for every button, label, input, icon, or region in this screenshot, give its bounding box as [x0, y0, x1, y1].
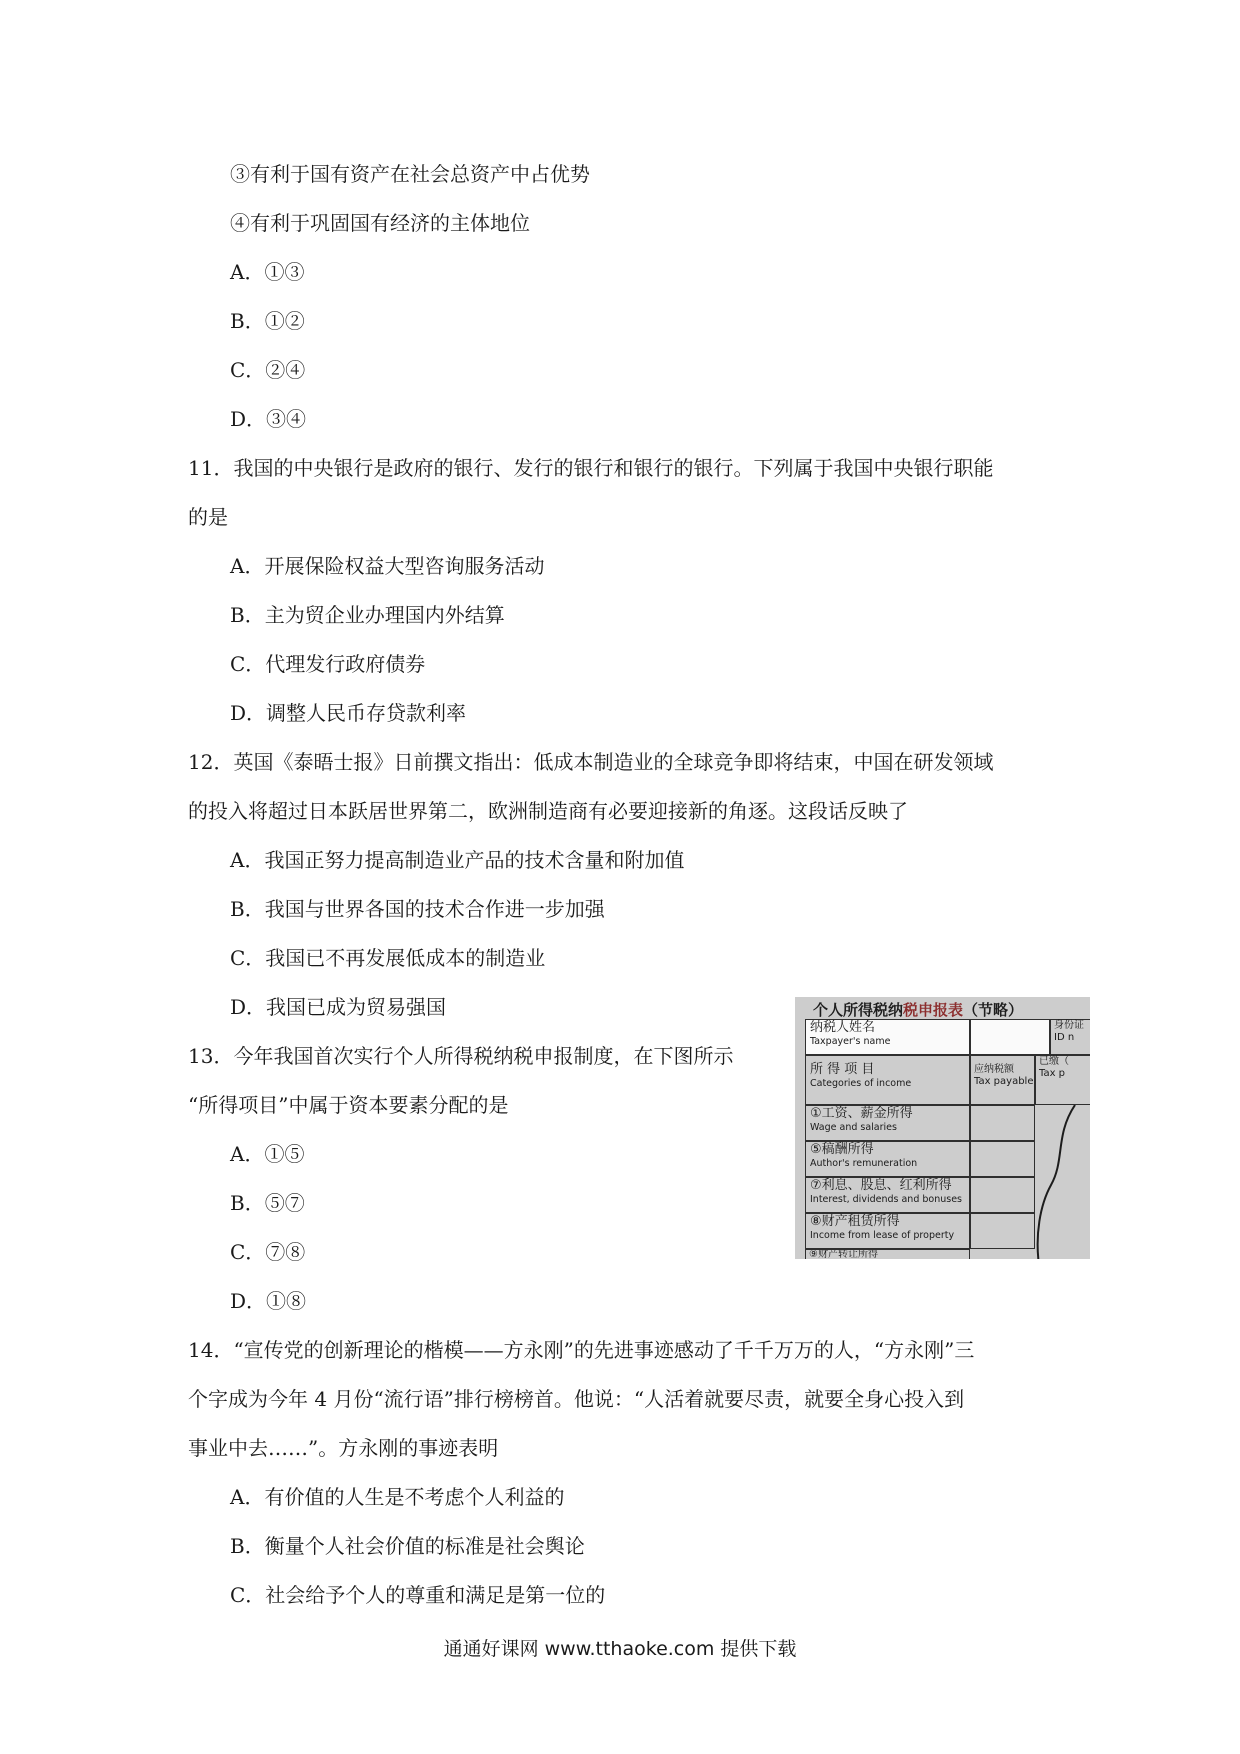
q10-option-b: B．①②	[230, 309, 305, 333]
page-footer: 通通好课网 www.tthaoke.com 提供下载	[443, 1638, 797, 1660]
q10-option-d: D．③④	[230, 407, 307, 431]
q13-option-b: B．⑤⑦	[230, 1191, 305, 1215]
income-row-7-tax	[970, 1177, 1035, 1213]
q12-option-a: A．我国正努力提高制造业产品的技术含量和附加值	[230, 848, 685, 872]
figure-title: 个人所得税纳税申报表（节略）	[813, 1001, 1024, 1019]
q10-statement-4: ④有利于巩固国有经济的主体地位	[230, 211, 530, 235]
q12-option-d: D．我国已成为贸易强国	[230, 995, 447, 1019]
q14-stem-line3: 事业中去……”。方永刚的事迹表明	[188, 1436, 499, 1460]
q14-option-c: C．社会给予个人的尊重和满足是第一位的	[230, 1583, 606, 1607]
q12-option-c: C．我国已不再发展低成本的制造业	[230, 946, 546, 970]
q14-option-a: A．有价值的人生是不考虑个人利益的	[230, 1485, 565, 1509]
q12-stem-line1: 12．英国《泰晤士报》日前撰文指出：低成本制造业的全球竞争即将结束，中国在研发领域	[188, 750, 994, 774]
q13-stem-line1: 13．今年我国首次实行个人所得税纳税申报制度，在下图所示	[188, 1044, 734, 1068]
q13-option-d: D．①⑧	[230, 1289, 307, 1313]
q12-stem-line2: 的投入将超过日本跃居世界第二，欧洲制造商有必要迎接新的角逐。这段话反映了	[188, 799, 908, 823]
tear-line-icon	[1035, 1105, 1090, 1259]
q13-option-a: A．①⑤	[230, 1142, 305, 1166]
q11-option-b: B．主为贸企业办理国内外结算	[230, 603, 505, 627]
q13-stem-line2: “所得项目”中属于资本要素分配的是	[188, 1093, 509, 1117]
income-row-1-tax	[970, 1105, 1035, 1141]
q11-stem-line1: 11．我国的中央银行是政府的银行、发行的银行和银行的银行。下列属于我国中央银行职能	[188, 456, 994, 480]
q13-option-c: C．⑦⑧	[230, 1240, 306, 1264]
tax-paid-header: 已缴（ Tax p	[1035, 1055, 1090, 1105]
q14-stem-line2: 个字成为今年 4 月份“流行语”排行榜榜首。他说：“人活着就要尽责，就要全身心投入到	[188, 1387, 965, 1411]
q14-option-b: B．衡量个人社会价值的标准是社会舆论	[230, 1534, 585, 1558]
q10-option-c: C．②④	[230, 358, 306, 382]
q10-statement-3: ③有利于国有资产在社会总资产中占优势	[230, 162, 590, 186]
income-row-8-tax	[970, 1213, 1035, 1249]
taxpayer-name-value	[970, 1019, 1050, 1055]
income-row-7: ⑦利息、股息、红利所得 Interest, dividends and bonuses	[805, 1177, 970, 1213]
income-row-8: ⑧财产租赁所得 Income from lease of property	[805, 1213, 970, 1249]
q12-option-b: B．我国与世界各国的技术合作进一步加强	[230, 897, 605, 921]
q11-option-c: C．代理发行政府债券	[230, 652, 426, 676]
q11-stem-line2: 的是	[188, 505, 228, 529]
income-row-5-tax	[970, 1141, 1035, 1177]
id-cell: 身份证 ID n	[1050, 1019, 1090, 1055]
taxpayer-name-cell: 纳税人姓名 Taxpayer's name	[805, 1019, 970, 1055]
income-row-9-cut: ⑨财产转让所得	[805, 1249, 970, 1259]
income-categories-header: 所 得 项 目 Categories of income	[805, 1055, 970, 1105]
q11-option-a: A．开展保险权益大型咨询服务活动	[230, 554, 545, 578]
income-row-5: ⑤稿酬所得 Author's remuneration	[805, 1141, 970, 1177]
income-row-1: ①工资、薪金所得 Wage and salaries	[805, 1105, 970, 1141]
q10-option-a: A．①③	[230, 260, 305, 284]
q14-stem-line1: 14．“宣传党的创新理论的楷模——方永刚”的先进事迹感动了千千万万的人，“方永刚”三	[188, 1338, 975, 1362]
q11-option-d: D．调整人民币存贷款利率	[230, 701, 467, 725]
tax-form-figure	[795, 997, 1090, 1259]
tax-payable-header: 应纳税额 Tax payable	[970, 1055, 1035, 1105]
